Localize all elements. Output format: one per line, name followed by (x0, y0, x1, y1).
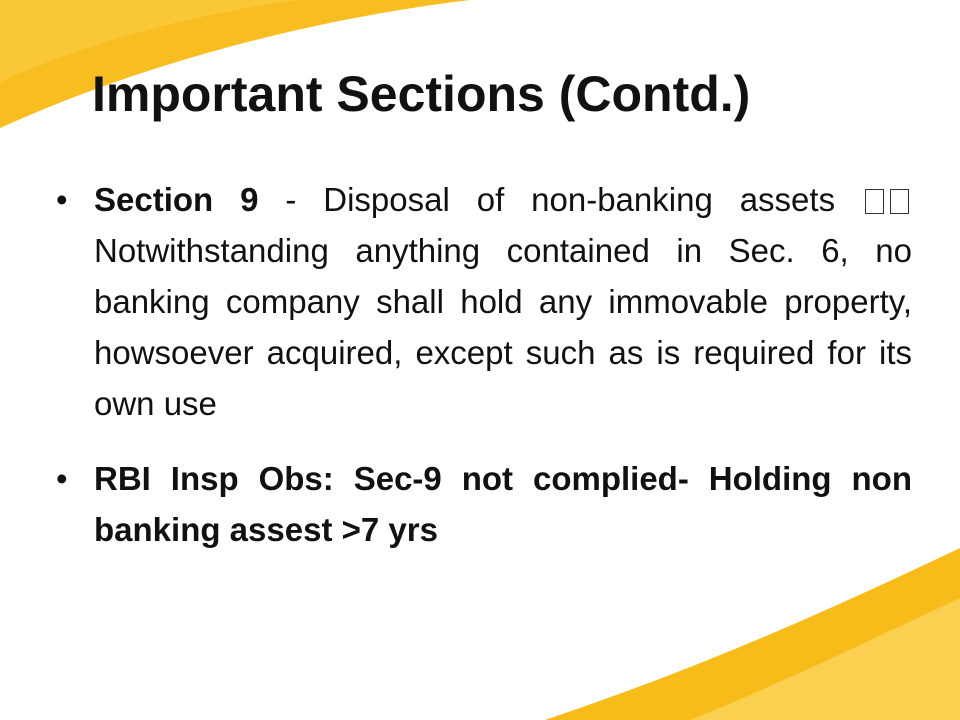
bullet-dot-icon: • (56, 181, 68, 218)
bullet-text: - Disposal of non-banking assets (258, 181, 862, 218)
bullet-section-9 (52, 174, 912, 429)
bullet-lead: Section 9 (94, 181, 259, 218)
bullet-list (52, 174, 912, 579)
bullet-text-after: Notwithstanding anything contained in Sec. 6, no banking company shall hold any immovable property, howsoever acquired, except such as is required for its own use (94, 232, 912, 422)
bullet-dot-icon: • (56, 460, 68, 497)
missing-glyph-icon (890, 189, 909, 214)
bullet-rbi-observation (52, 453, 912, 555)
bullet-lead: RBI Insp Obs: Sec-9 not complied- Holding non banking assest >7 yrs (94, 460, 912, 548)
missing-glyph-icon (865, 189, 884, 214)
slide-title: Important Sections (Contd.) (92, 66, 751, 122)
